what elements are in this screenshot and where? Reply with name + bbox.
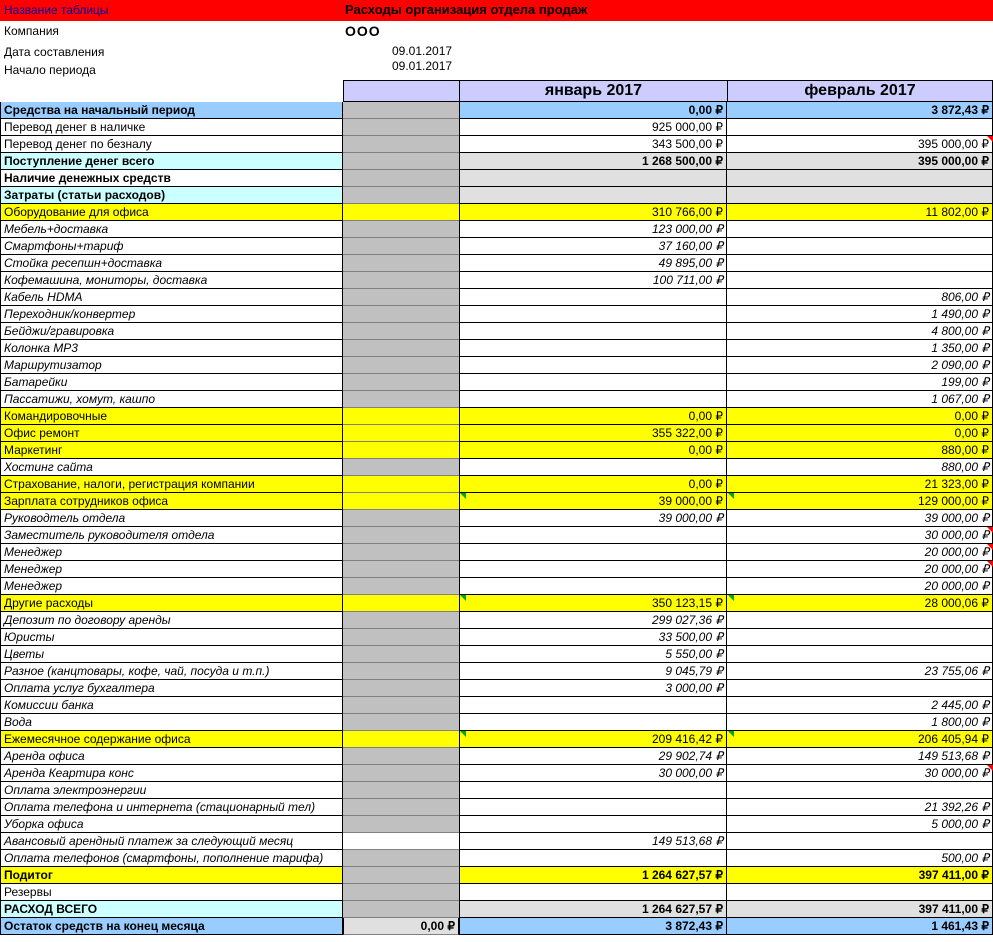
row-jan-cell[interactable] [459, 816, 727, 833]
row-label-cell[interactable]: Оплата телефона и интернета (стационарный тел) [0, 799, 343, 816]
row-label-cell[interactable]: Менеджер [0, 578, 343, 595]
row-label-cell[interactable]: Перевод денег по безналу [0, 136, 343, 153]
row-jan-cell[interactable] [459, 289, 727, 306]
row-label-cell[interactable]: Страхование, налоги, регистрация компании [0, 476, 343, 493]
row-feb-cell[interactable]: 20 000,00 ₽ [727, 544, 993, 561]
row-label-cell[interactable]: Аренда Кеартира конс [0, 765, 343, 782]
table-row [0, 527, 993, 544]
row-jan-cell[interactable] [459, 697, 727, 714]
table-name-label: Название таблицы [4, 3, 109, 17]
row-empty-cell[interactable] [343, 272, 459, 289]
row-jan-cell[interactable] [459, 714, 727, 731]
row-feb-cell[interactable] [727, 833, 993, 850]
row-empty-cell[interactable] [343, 323, 459, 340]
row-feb-cell[interactable] [727, 119, 993, 136]
table-row [0, 187, 993, 204]
table-row [0, 170, 993, 187]
row-feb-cell[interactable]: 0,00 ₽ [727, 425, 993, 442]
formula-warning-icon [460, 595, 466, 601]
table-row [0, 119, 993, 136]
row-feb-cell[interactable] [727, 884, 993, 901]
row-jan-cell[interactable]: 209 416,42 ₽ [459, 731, 727, 748]
row-label-cell[interactable]: Стойка ресепшн+доставка [0, 255, 343, 272]
row-empty-cell[interactable] [343, 425, 459, 442]
row-empty-cell[interactable] [343, 884, 459, 901]
row-empty-cell[interactable] [343, 646, 459, 663]
row-jan-cell[interactable]: 149 513,68 ₽ [459, 833, 727, 850]
row-jan-cell[interactable]: 350 123,15 ₽ [459, 595, 727, 612]
row-label-cell[interactable]: Колонка MP3 [0, 340, 343, 357]
row-label-cell[interactable]: Аренда офиса [0, 748, 343, 765]
row-jan-cell[interactable]: 299 027,36 ₽ [459, 612, 727, 629]
row-empty-cell[interactable] [343, 493, 459, 510]
row-feb-cell[interactable]: 21 323,00 ₽ [727, 476, 993, 493]
row-empty-cell[interactable] [343, 136, 459, 153]
row-jan-cell[interactable]: 5 550,00 ₽ [459, 646, 727, 663]
row-label-cell[interactable]: Пассатижи, хомут, кашпо [0, 391, 343, 408]
row-empty-cell[interactable] [343, 595, 459, 612]
row-empty-cell[interactable] [343, 578, 459, 595]
row-jan-cell[interactable]: 3 872,43 ₽ [459, 918, 727, 935]
row-label-cell[interactable]: Оборудование для офиса [0, 204, 343, 221]
row-feb-cell[interactable] [727, 221, 993, 238]
row-label-cell[interactable]: Авансовый арендный платеж за следующий месяц [0, 833, 343, 850]
row-jan-cell[interactable] [459, 578, 727, 595]
row-empty-cell[interactable] [343, 731, 459, 748]
row-label-cell[interactable]: Цветы [0, 646, 343, 663]
row-feb-cell[interactable]: 11 802,00 ₽ [727, 204, 993, 221]
row-feb-cell[interactable]: 806,00 ₽ [727, 289, 993, 306]
column-header-feb[interactable]: февраль 2017 [727, 80, 993, 102]
table-row [0, 374, 993, 391]
row-label-cell[interactable]: Комиссии банка [0, 697, 343, 714]
row-label-cell[interactable]: Уборка офиса [0, 816, 343, 833]
table-row [0, 782, 993, 799]
row-empty-cell[interactable] [343, 204, 459, 221]
row-feb-cell[interactable]: 28 000,06 ₽ [727, 595, 993, 612]
header-empty-cell [343, 80, 460, 102]
row-feb-cell[interactable] [727, 238, 993, 255]
row-feb-cell[interactable]: 206 405,94 ₽ [727, 731, 993, 748]
row-feb-cell[interactable]: 4 800,00 ₽ [727, 323, 993, 340]
row-empty-cell[interactable] [343, 680, 459, 697]
row-label-cell[interactable]: Перевод денег в наличке [0, 119, 343, 136]
row-label-cell[interactable]: РАСХОД ВСЕГО [0, 901, 343, 918]
table-row [0, 697, 993, 714]
table-row [0, 918, 993, 935]
row-empty-cell[interactable] [343, 221, 459, 238]
row-empty-cell[interactable] [343, 850, 459, 867]
table-row [0, 833, 993, 850]
row-jan-cell[interactable]: 123 000,00 ₽ [459, 221, 727, 238]
row-empty-cell[interactable] [343, 408, 459, 425]
row-feb-cell[interactable]: 0,00 ₽ [727, 408, 993, 425]
table-row [0, 136, 993, 153]
row-empty-cell[interactable] [343, 306, 459, 323]
row-jan-cell[interactable] [459, 527, 727, 544]
row-jan-cell[interactable]: 33 500,00 ₽ [459, 629, 727, 646]
table-row [0, 357, 993, 374]
table-row [0, 663, 993, 680]
row-label-cell[interactable]: Смартфоны+тариф [0, 238, 343, 255]
row-label-cell[interactable]: Кофемашина, мониторы, доставка [0, 272, 343, 289]
table-row [0, 238, 993, 255]
row-empty-cell[interactable] [343, 833, 459, 850]
row-feb-cell[interactable] [727, 272, 993, 289]
row-empty-cell[interactable] [343, 748, 459, 765]
formula-warning-icon [728, 493, 734, 499]
row-jan-cell[interactable]: 1 264 627,57 ₽ [459, 867, 727, 884]
row-label-cell[interactable]: Заместитель руководителя отдела [0, 527, 343, 544]
row-feb-cell[interactable]: 20 000,00 ₽ [727, 578, 993, 595]
row-feb-cell[interactable]: 39 000,00 ₽ [727, 510, 993, 527]
row-label-cell[interactable]: Маршрутизатор [0, 357, 343, 374]
row-empty-cell[interactable] [343, 867, 459, 884]
row-label-cell[interactable]: Менеджер [0, 544, 343, 561]
row-feb-cell[interactable] [727, 782, 993, 799]
row-jan-cell[interactable] [459, 306, 727, 323]
row-jan-cell[interactable] [459, 782, 727, 799]
formula-warning-icon [728, 595, 734, 601]
table-row [0, 816, 993, 833]
table-row [0, 221, 993, 238]
row-feb-cell[interactable]: 880,00 ₽ [727, 459, 993, 476]
row-jan-cell[interactable]: 1 268 500,00 ₽ [459, 153, 727, 170]
row-jan-cell[interactable]: 0,00 ₽ [459, 102, 727, 119]
comment-indicator-icon[interactable] [987, 136, 993, 142]
row-empty-cell[interactable] [343, 119, 459, 136]
column-header-jan[interactable]: январь 2017 [459, 80, 728, 102]
table-row [0, 629, 993, 646]
table-row [0, 544, 993, 561]
row-empty-cell[interactable] [343, 357, 459, 374]
row-feb-cell[interactable] [727, 170, 993, 187]
row-jan-cell[interactable] [459, 884, 727, 901]
row-feb-cell[interactable]: 1 067,00 ₽ [727, 391, 993, 408]
table-row [0, 493, 993, 510]
row-label-cell[interactable]: Оплата электроэнергии [0, 782, 343, 799]
row-label-cell[interactable]: Подитог [0, 867, 343, 884]
row-feb-cell[interactable]: 397 411,00 ₽ [727, 901, 993, 918]
row-label-cell[interactable]: Оплата телефонов (смартфоны, пополнение тарифа) [0, 850, 343, 867]
row-jan-cell[interactable]: 355 322,00 ₽ [459, 425, 727, 442]
row-feb-cell[interactable]: 395 000,00 ₽ [727, 153, 993, 170]
row-empty-cell[interactable] [343, 391, 459, 408]
row-label-cell[interactable]: Руководтель отдела [0, 510, 343, 527]
row-feb-cell[interactable]: 1 800,00 ₽ [727, 714, 993, 731]
row-empty-cell[interactable] [343, 170, 459, 187]
row-label-cell[interactable]: Мебель+доставка [0, 221, 343, 238]
table-row [0, 578, 993, 595]
row-jan-cell[interactable] [459, 323, 727, 340]
row-empty-cell[interactable] [343, 374, 459, 391]
row-empty-cell[interactable] [343, 816, 459, 833]
row-feb-cell[interactable]: 30 000,00 ₽ [727, 765, 993, 782]
row-empty-cell[interactable] [343, 527, 459, 544]
row-feb-cell[interactable]: 397 411,00 ₽ [727, 867, 993, 884]
row-label-cell[interactable]: Юристы [0, 629, 343, 646]
row-feb-cell[interactable]: 20 000,00 ₽ [727, 561, 993, 578]
table-row [0, 391, 993, 408]
row-label-cell[interactable]: Переходник/конвертер [0, 306, 343, 323]
row-label-cell[interactable]: Наличие денежных средств [0, 170, 343, 187]
table-row [0, 799, 993, 816]
row-empty-cell[interactable] [343, 714, 459, 731]
row-label-cell[interactable]: Оплата услуг бухгалтера [0, 680, 343, 697]
comment-indicator-icon[interactable] [987, 527, 993, 533]
date-value[interactable]: 09.01.2017 [392, 44, 453, 58]
row-label-cell[interactable]: Другие расходы [0, 595, 343, 612]
table-row [0, 612, 993, 629]
row-empty-cell[interactable] [343, 102, 459, 119]
row-label-cell[interactable]: Резервы [0, 884, 343, 901]
row-feb-cell[interactable]: 30 000,00 ₽ [727, 527, 993, 544]
table-row [0, 272, 993, 289]
company-value[interactable]: ООО [345, 23, 381, 39]
row-empty-cell[interactable] [343, 561, 459, 578]
row-empty-cell[interactable] [343, 187, 459, 204]
row-empty-cell[interactable] [343, 544, 459, 561]
row-label-cell[interactable]: Хостинг сайта [0, 459, 343, 476]
row-jan-cell[interactable]: 1 264 627,57 ₽ [459, 901, 727, 918]
row-jan-cell[interactable] [459, 187, 727, 204]
row-label-cell[interactable]: Поступление денег всего [0, 153, 343, 170]
row-label-cell[interactable]: Вода [0, 714, 343, 731]
row-feb-cell[interactable] [727, 680, 993, 697]
row-label-cell[interactable]: Депозит по договору аренды [0, 612, 343, 629]
table-row [0, 867, 993, 884]
row-jan-cell[interactable]: 49 895,00 ₽ [459, 255, 727, 272]
table-row [0, 510, 993, 527]
row-jan-cell[interactable] [459, 544, 727, 561]
formula-warning-icon [728, 731, 734, 737]
row-label-cell[interactable]: Офис ремонт [0, 425, 343, 442]
row-empty-cell[interactable] [343, 476, 459, 493]
row-feb-cell[interactable]: 199,00 ₽ [727, 374, 993, 391]
table-row [0, 425, 993, 442]
row-empty-cell[interactable] [343, 510, 459, 527]
row-empty-cell[interactable] [343, 765, 459, 782]
table-row [0, 476, 993, 493]
row-empty-cell[interactable] [343, 697, 459, 714]
table-row [0, 714, 993, 731]
row-jan-cell[interactable]: 9 045,79 ₽ [459, 663, 727, 680]
row-label-cell[interactable]: Ежемесячное содержание офиса [0, 731, 343, 748]
table-row [0, 408, 993, 425]
comment-indicator-icon[interactable] [987, 765, 993, 771]
row-feb-cell[interactable]: 880,00 ₽ [727, 442, 993, 459]
row-empty-cell[interactable] [343, 255, 459, 272]
comment-indicator-icon[interactable] [987, 544, 993, 550]
row-jan-cell[interactable]: 0,00 ₽ [459, 408, 727, 425]
row-empty-cell[interactable] [343, 612, 459, 629]
row-feb-cell[interactable]: 23 755,06 ₽ [727, 663, 993, 680]
row-empty-cell[interactable] [343, 340, 459, 357]
row-jan-cell[interactable] [459, 340, 727, 357]
row-empty-cell[interactable] [343, 153, 459, 170]
row-jan-cell[interactable]: 925 000,00 ₽ [459, 119, 727, 136]
row-empty-cell[interactable] [343, 238, 459, 255]
row-label-cell[interactable]: Менеджер [0, 561, 343, 578]
row-jan-cell[interactable]: 100 711,00 ₽ [459, 272, 727, 289]
row-jan-cell[interactable]: 0,00 ₽ [459, 442, 727, 459]
table-row [0, 680, 993, 697]
row-jan-cell[interactable]: 3 000,00 ₽ [459, 680, 727, 697]
row-label-cell[interactable]: Командировочные [0, 408, 343, 425]
table-row [0, 323, 993, 340]
row-jan-cell[interactable] [459, 561, 727, 578]
row-feb-cell[interactable] [727, 646, 993, 663]
row-jan-cell[interactable] [459, 391, 727, 408]
row-label-cell[interactable]: Средства на начальный период [0, 102, 343, 119]
table-row [0, 255, 993, 272]
table-row [0, 765, 993, 782]
row-jan-cell[interactable] [459, 170, 727, 187]
row-jan-cell[interactable]: 310 766,00 ₽ [459, 204, 727, 221]
table-row [0, 646, 993, 663]
row-feb-cell[interactable]: 395 000,00 ₽ [727, 136, 993, 153]
row-feb-cell[interactable]: 2 445,00 ₽ [727, 697, 993, 714]
row-jan-cell[interactable]: 30 000,00 ₽ [459, 765, 727, 782]
table-row [0, 884, 993, 901]
row-jan-cell[interactable]: 39 000,00 ₽ [459, 510, 727, 527]
row-feb-cell[interactable]: 129 000,00 ₽ [727, 493, 993, 510]
formula-warning-icon [460, 731, 466, 737]
table-row [0, 289, 993, 306]
row-empty-cell[interactable] [343, 901, 459, 918]
row-empty-cell[interactable]: 0,00 ₽ [343, 918, 459, 935]
row-empty-cell[interactable] [343, 459, 459, 476]
row-jan-cell[interactable] [459, 374, 727, 391]
row-jan-cell[interactable]: 29 902,74 ₽ [459, 748, 727, 765]
table-row [0, 442, 993, 459]
row-empty-cell[interactable] [343, 663, 459, 680]
table-row [0, 901, 993, 918]
table-row [0, 459, 993, 476]
row-empty-cell[interactable] [343, 629, 459, 646]
table-row [0, 340, 993, 357]
row-feb-cell[interactable] [727, 255, 993, 272]
row-label-cell[interactable]: Разное (канцтовары, кофе, чай, посуда и т.п.) [0, 663, 343, 680]
row-label-cell[interactable]: Кабель HDMA [0, 289, 343, 306]
row-empty-cell[interactable] [343, 289, 459, 306]
row-jan-cell[interactable] [459, 799, 727, 816]
table-title[interactable]: Расходы организация отдела продаж [345, 2, 588, 17]
row-empty-cell[interactable] [343, 782, 459, 799]
row-jan-cell[interactable]: 39 000,00 ₽ [459, 493, 727, 510]
table-row [0, 204, 993, 221]
title-bar [0, 0, 993, 21]
row-jan-cell[interactable] [459, 357, 727, 374]
company-label: Компания [4, 24, 59, 38]
row-feb-cell[interactable]: 1 461,43 ₽ [727, 918, 993, 935]
row-empty-cell[interactable] [343, 799, 459, 816]
row-feb-cell[interactable]: 500,00 ₽ [727, 850, 993, 867]
row-feb-cell[interactable] [727, 187, 993, 204]
date-label: Дата составления [4, 45, 105, 59]
table-row [0, 153, 993, 170]
table-row [0, 595, 993, 612]
row-jan-cell[interactable]: 37 160,00 ₽ [459, 238, 727, 255]
row-feb-cell[interactable]: 2 090,00 ₽ [727, 357, 993, 374]
table-row [0, 561, 993, 578]
table-row [0, 748, 993, 765]
table-row [0, 102, 993, 119]
row-jan-cell[interactable]: 0,00 ₽ [459, 476, 727, 493]
row-jan-cell[interactable] [459, 850, 727, 867]
row-label-cell[interactable]: Маркетинг [0, 442, 343, 459]
row-label-cell[interactable]: Бейджи/гравировка [0, 323, 343, 340]
table-row [0, 731, 993, 748]
row-feb-cell[interactable]: 5 000,00 ₽ [727, 816, 993, 833]
table-row [0, 306, 993, 323]
period-label: Начало периода [4, 63, 96, 77]
row-label-cell[interactable]: Батарейки [0, 374, 343, 391]
row-jan-cell[interactable] [459, 459, 727, 476]
table-row [0, 850, 993, 867]
row-feb-cell[interactable] [727, 612, 993, 629]
row-feb-cell[interactable]: 21 392,26 ₽ [727, 799, 993, 816]
row-label-cell[interactable]: Затраты (статьи расходов) [0, 187, 343, 204]
row-label-cell[interactable]: Зарплата сотрудников офиса [0, 493, 343, 510]
row-jan-cell[interactable]: 343 500,00 ₽ [459, 136, 727, 153]
row-feb-cell[interactable]: 1 490,00 ₽ [727, 306, 993, 323]
period-value[interactable]: 09.01.2017 [392, 59, 453, 73]
row-feb-cell[interactable]: 1 350,00 ₽ [727, 340, 993, 357]
row-feb-cell[interactable]: 149 513,68 ₽ [727, 748, 993, 765]
row-label-cell[interactable]: Остаток средств на конец месяца [0, 918, 343, 935]
comment-indicator-icon[interactable] [987, 561, 993, 567]
formula-warning-icon [460, 493, 466, 499]
row-feb-cell[interactable] [727, 629, 993, 646]
row-feb-cell[interactable]: 3 872,43 ₽ [727, 102, 993, 119]
row-empty-cell[interactable] [343, 442, 459, 459]
